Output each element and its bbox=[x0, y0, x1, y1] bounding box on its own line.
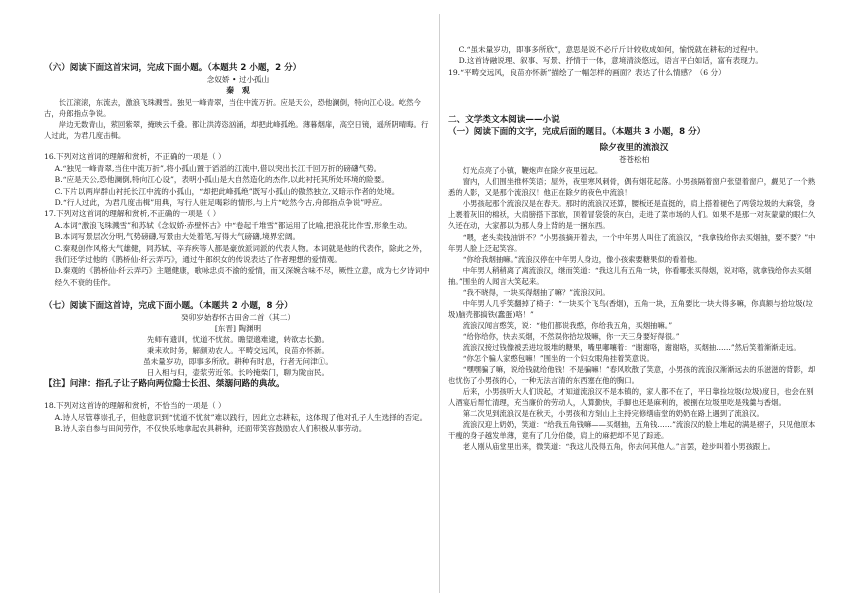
q16-option-a: A.“独见一峰青翠,当住中流万折”,将小孤山置于滔滔的江流中,借以突出长江千回万折的磅礴气势。 bbox=[54, 163, 382, 173]
section-6-heading: （六）阅读下面这首宋词，完成下面小题。（本题共 2 小题，2 分） bbox=[44, 63, 302, 73]
poem1-title: 念奴娇 • 过小孤山 bbox=[206, 75, 270, 84]
q17-option-b: B.本词写景层次分明,气势磅礴,写景由大处着笔,写得大气磅礴,境界宏阔。 bbox=[54, 232, 301, 242]
story-paragraph: 窗内，人们围坐推杯笑语；屋外，夜里寒风刺骨，偶有烟花起落。小男孩隔着窗户张望着窗户，觑见了一个熟悉的人影，又是那个流浪汉！他正在除夕的夜色中流浪！ bbox=[448, 177, 816, 198]
q18-option-d: D.这首诗融说理、叙事、写景、抒情于一体，意境清淡悠远，语言平白如话，富有表现力。 bbox=[458, 56, 764, 66]
story-paragraph: 第二次见到流浪汉是在秋天，小男孩和方刻山上主持完修缮庙堂的奶奶在路上遇到了流浪汉。 bbox=[462, 409, 764, 419]
story-paragraph: “我不晓得，一块买得烟抽了嘛？”流浪汉问。 bbox=[462, 287, 610, 297]
q18-option-a: A.诗人尽管尊崇孔子，但他意识到“忧道不忧贫”难以践行，因此立志耕耘，这体现了他对孔子人生选择的否定。 bbox=[54, 412, 428, 422]
story-paragraph: “你给我烟抽嘛。”流浪汉停在中年男人身边，像小孩索要糖果似的看着他。 bbox=[462, 254, 702, 264]
question-19: 19.“平畴交远风，良苗亦怀新”描绘了一幅怎样的画面？表达了什么情感？（6 分） bbox=[448, 67, 726, 77]
q18-option-c: C.“虽未量岁功，即事多所欣”，意思是说不必斤斤计较收成如何，愉悦就在耕耘的过程中。 bbox=[458, 45, 763, 54]
story-paragraph: 后来，小男孩听大人们说起，才知道流浪汉不是本镇的，家人都不在了，平日靠捡垃圾(垃圾)度日，也会在别人酒宴后帮忙清理，充当廉价的劳动人，人算勤快，手脚也还是麻利的，被捌在垃圾里吃是残羹与香烟。 bbox=[448, 387, 814, 408]
story-author: 苍苍松柏 bbox=[618, 155, 650, 165]
poem2-line: 先师有遗训，忧道不忧贫。瞻望邈难逮，转欲志长勤。 bbox=[146, 335, 330, 345]
story-paragraph: 灯光点亮了小镇，鞭炮声在除夕夜里远起。 bbox=[462, 166, 603, 176]
poem2-line: 秉耒欢时务，解颜劝农人。平畴交远风，良苗亦怀新。 bbox=[146, 346, 330, 356]
q17-option-c: C.秦观创作风格大气雄健，同苏轼、辛弃疾等人都是豪放派词派的代表人物。本词就是他的代表作，除此之外，我们还学过他的《鹊桥仙·纤云弄巧》，通过牛郎织女的传说表达了作者理想的爱情观。 bbox=[54, 243, 428, 265]
story-paragraph: “你怎个骗人家憨包嘛！”围坐的一个妇女眼角挂着笑意说。 bbox=[462, 354, 654, 364]
right-column bbox=[448, 0, 820, 607]
story-paragraph: “嘿嘿骗了嘛，说给钱就给他钱！不是骗嘛！”春风吹散了笑意，小男孩的流浪汉渐渐远去的乐滋滋的背影，却也忧伤了小男孩的心，一种无法言清的东西塞在他的胸口。 bbox=[448, 365, 816, 386]
section-7-heading: （七）阅读下面这首诗，完成下面小题。（本题共 2 小题，8 分） bbox=[44, 301, 293, 312]
poem2-note: 【注】问津：指孔子让子路向两位隐士长沮、桀溺问路的典故。 bbox=[44, 379, 285, 390]
story-title: 除夕夜里的流浪汉 bbox=[599, 143, 669, 154]
question-17: 17.下列对这首词的理解和赏析,不正确的一项是（ ） bbox=[44, 209, 221, 219]
section-2-heading: 二、文学类文本阅读——小说 bbox=[448, 115, 560, 126]
q16-option-d: D.“行人过此，为君几度击楫”用典，写行人驻足喝彩的情形,与上片“屹然今古,舟郎指点争说”呼应。 bbox=[54, 198, 387, 207]
story-paragraph: 中年男人几乎笑翻掉了椅子：“一块买个飞鸟(香烟)，五角一块，五角要比一块大得多嘛，你真额与拾垃圾(垃圾)脑壳都搞铁(蠢蛋)咯！” bbox=[448, 298, 813, 319]
poem1-line: 岸边无数青山，萦回紫翠，掩映云千叠。都让洪涛恣汹涌，却把此峰孤绝。薄暮烟扉，高空日镜，遥所阴晴晦。行人过此，为君几度击楫。 bbox=[44, 120, 429, 141]
story-paragraph: 老人刚从庙堂里出来，微笑道：“我这儿没得五角，你去问其他人。”言罢，趁步叫着小男孩跟上。 bbox=[462, 442, 775, 452]
question-16: 16.下列对这首词的理解和赏析，不正确的一项是（ ） bbox=[44, 152, 226, 162]
story-paragraph: “给你给你，快去买烟，不然误你拾垃圾嘛，你一天三身要好得很。” bbox=[462, 331, 680, 341]
poem1-author: 秦 观 bbox=[226, 86, 250, 95]
q16-option-c: C.下片以两岸群山衬托长江中流的小孤山，“却把此峰孤绝”既写小孤山的傲然独立,又暗示作者的处境。 bbox=[54, 186, 400, 196]
left-column bbox=[44, 0, 432, 607]
poem2-line: 虽未量岁功，即事多所欣。耕种有时息，行者无问津①。 bbox=[143, 357, 333, 367]
poem2-author: [东晋] 陶渊明 bbox=[214, 324, 262, 334]
column-divider bbox=[439, 14, 440, 593]
story-paragraph: 流浪汉闻言憨笑，说：“他们都说我憨，你给我五角，买烟抽嘛。” bbox=[462, 320, 673, 330]
story-paragraph: 流浪汉迎上奶奶，笑道：“给我五角钱嘛——买烟抽，五角钱……”流浪汉的脸上堆起的满是褶子，只见他原本干瘦的身子越发单薄，竟有了几分伯偻，肩上的麻把却不见了踪迹。 bbox=[448, 420, 816, 441]
story-paragraph: 流浪汉接过钱像被丢进垃圾堆的糖果，嘴里嘟嚷着：“谢谢咯，谢谢咯，买烟抽……”然后笑着渐渐走远。 bbox=[462, 342, 801, 352]
q16-option-b: B.“应是天公,恐他澜倒,特向江心设”，表明小孤山是大自然造化的杰作,以此衬托其所处环境的险要。 bbox=[54, 175, 389, 185]
q18-option-b: B.诗人亲自参与田间劳作，不仅快乐地拿起农具耕种，还面带笑容鼓励农人们积极从事劳动。 bbox=[54, 424, 367, 434]
story-paragraph: 小男孩起那个流浪汉是在春天。那时的流浪汉还算，腰板还是直挺的，肩上搭着褪色了两袋垃圾的大麻袋，身上裹着灰旧的棉袄，大肩膀搭下部旅，顶着冒袋袋的灰白，走进了菜市场的人们。如果不是那一对灰蒙蒙的眼仁久久还在动，大家都以为那人身上背的是一捆东西。 bbox=[448, 199, 816, 231]
poem2-line: 日入相与归，壶浆劳近邻。长吟掩柴门，聊为陇亩民。 bbox=[146, 368, 330, 378]
poem1-line: 长江滚滚，东流去，激浪飞珠溅雪。独见一峰青翠，当住中流万折。应是天公，恐他澜倒，特向江心设。屹然今古，舟郎指点争说。 bbox=[44, 98, 421, 119]
q17-option-a: A.本词“激浪飞珠溅雪”和苏轼《念奴娇·赤壁怀古》中“卷起千堆雪”都运用了比喻,把浪花比作雪,形象生动。 bbox=[54, 220, 412, 230]
q17-option-d: D.秦观的《鹊桥仙·纤云弄巧》主题健康，歌咏忠贞不渝的爱情，而又深婉含味不尽，厥性立意，成为七夕诗词中经久不衰的佳作。 bbox=[54, 266, 430, 287]
story-paragraph: 中年男人稍稍离了离流浪汉，继而笑道：“我这儿有五角一块，你看哪张买得烟，说对咯，就拿钱给你去买烟抽。”围坐的人闻言大笑起来。 bbox=[448, 265, 812, 286]
question-18: 18.下列对这首诗的理解和赏析，不恰当的一项是（ ） bbox=[44, 401, 226, 411]
story-paragraph: “喂，老头卖钱油饼不？”小男孩摘开着去，一个中年男人叫住了流浪汉，“我拿钱给你去买烟抽，要不要？”中年男人脸上泛起笑容。 bbox=[448, 232, 816, 253]
section-2-subheading: （一）阅读下面的文字，完成后面的题目。（本题共 3 小题，8 分） bbox=[448, 127, 706, 138]
poem2-title: 癸卯岁始春怀古田舍二首（其二） bbox=[181, 313, 295, 323]
